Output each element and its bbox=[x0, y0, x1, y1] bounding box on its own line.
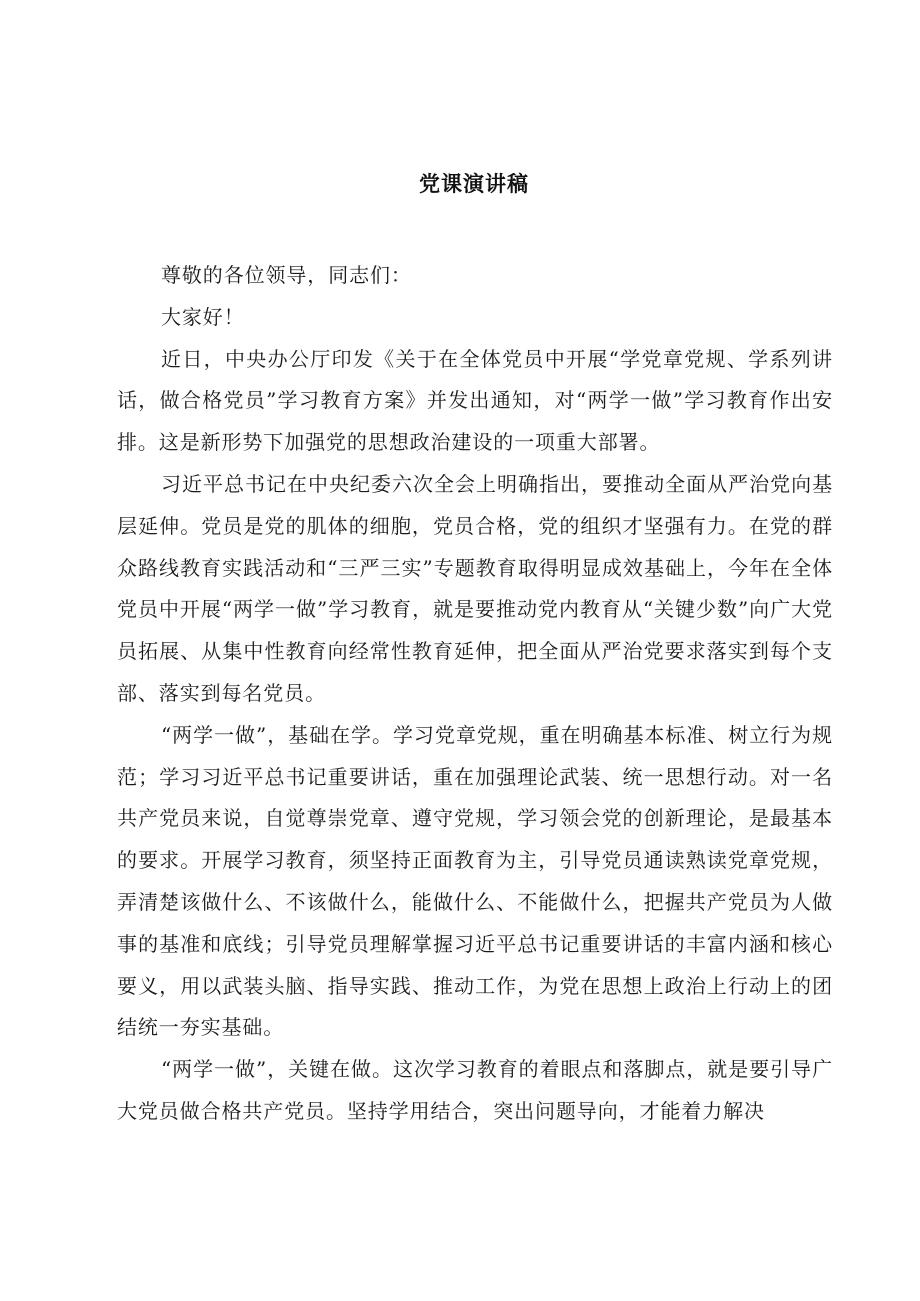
salutation-paragraph: 尊敬的各位领导，同志们： bbox=[161, 263, 412, 287]
body-paragraph-2: 习近平总书记在中央纪委六次全会上明确指出，要推动全面从严治党向基层延伸。党员是党的肌体的细胞，党员合格，党的组织才坚强有力。在党的群众路线教育实践活动和“三严三实”专题教育取得明显成效基础上，今年在全体党员中开展“两学一做”学习教育，就是要推动党内教育从“关键少数”向广大党员拓展、从集中性教育向经常性教育延伸，把全面从严治党要求落实到每个支部、落实到每名党员。 bbox=[117, 471, 833, 705]
document-body bbox=[117, 255, 833, 1133]
body-paragraph-4: “两学一做”，关键在做。这次学习教育的着眼点和落脚点，就是要引导广大党员做合格共产党员。坚持学用结合，突出问题导向，才能着力解决 bbox=[117, 1057, 833, 1123]
body-paragraph-3: “两学一做”，基础在学。学习党章党规，重在明确基本标准、树立行为规范；学习习近平总书记重要讲话，重在加强理论武装、统一思想行动。对一名共产党员来说，自觉尊崇党章、遵守党规，学习领会党的创新理论，是最基本的要求。开展学习教育，须坚持正面教育为主，引导党员通读熟读党章党规，弄清楚该做什么、不该做什么，能做什么、不能做什么，把握共产党员为人做事的基准和底线；引导党员理解掌握习近平总书记重要讲话的丰富内涵和核心要义，用以武装头脑、指导实践、推动工作，为党在思想上政治上行动上的团结统一夯实基础。 bbox=[117, 722, 833, 1040]
greeting-paragraph: 大家好！ bbox=[161, 304, 245, 329]
document-title: 党课演讲稿 bbox=[419, 172, 529, 196]
body-paragraph-1: 近日，中央办公厅印发《关于在全体党员中开展“学党章党规、学系列讲话，做合格党员”学习教育方案》并发出通知，对“两学一做”学习教育作出安排。这是新形势下加强党的思想政治建设的一项重大部署。 bbox=[117, 346, 833, 455]
